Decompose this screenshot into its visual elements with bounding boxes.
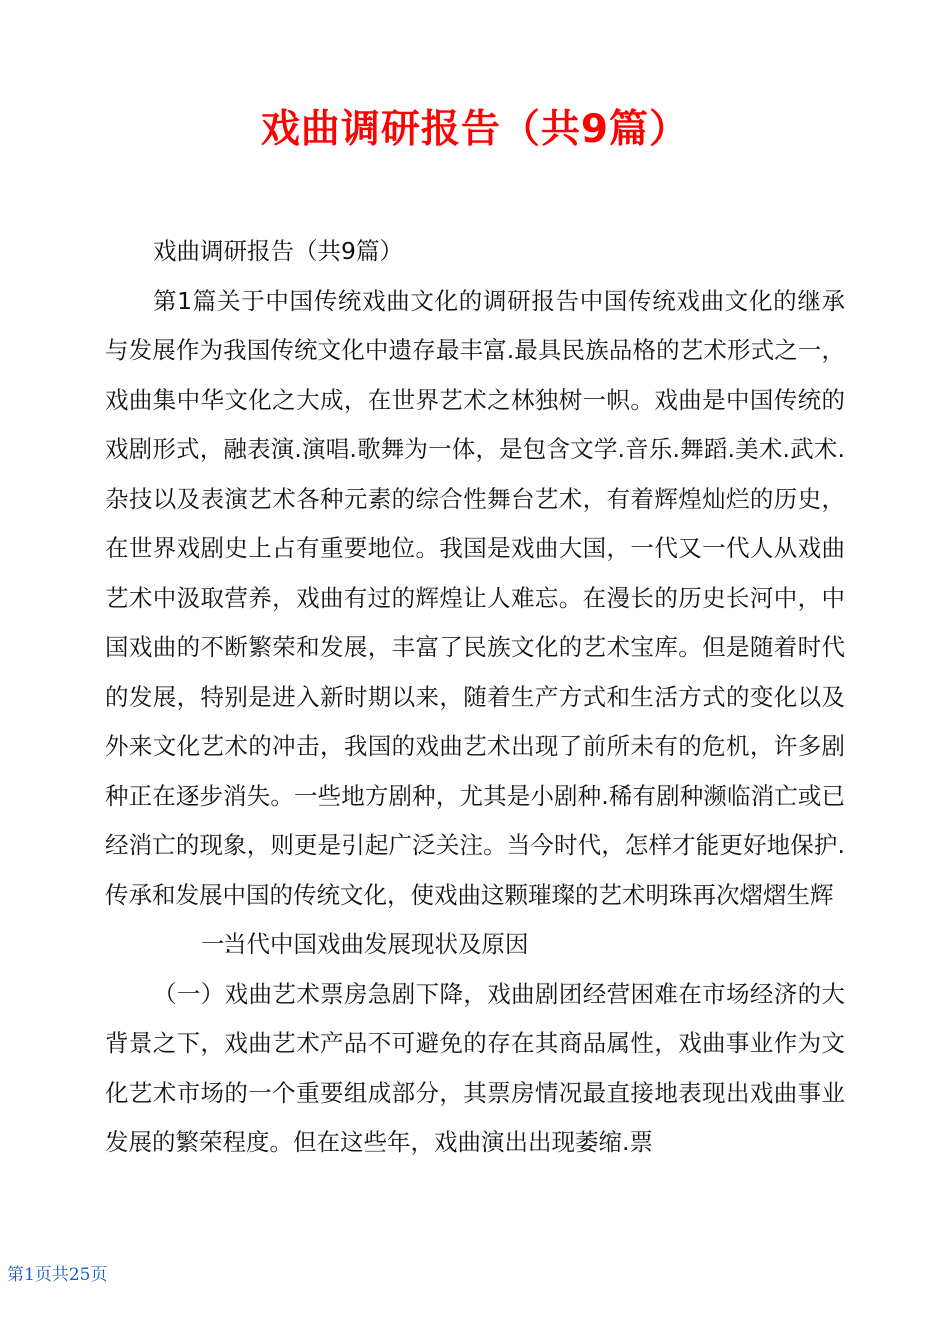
page-indicator: 第1页共25页 <box>7 1265 108 1285</box>
section-heading: 当代中国戏曲发展现状及原因 <box>223 930 529 958</box>
section-number: 一. <box>201 930 232 958</box>
page-title: 戏曲调研报告（共9篇） <box>260 107 690 152</box>
paragraph-1: 第1篇关于中国传统戏曲文化的调研报告中国传统戏曲文化的继承与发展作为我国传统文化中遗存最丰富.最具民族品格的艺术形式之一，戏曲集中华文化之大成，在世界艺术之林独树一帜。戏曲是中国传统的戏剧形式，融表演.演唱.歌舞为一体，是包含文学.音乐.舞蹈.美术.武术.杂技以及表演艺术各种元素的综合性舞台艺术，有着辉煌灿烂的历史，在世界戏剧史上占有重要地位。我国是戏曲大国，一代又一代人从戏曲艺术中汲取营养，戏曲有过的辉煌让人难忘。在漫长的历史长河中，中国戏曲的不断繁荣和发展，丰富了民族文化的艺术宝库。但是随着时代的发展，特别是进入新时期以来，随着生产方式和生活方式的变化以及外来文化艺术的冲击，我国的戏曲艺术出现了前所未有的危机，许多剧种正在逐步消失。一些地方剧种，尤其是小剧种.稀有剧种濒临消亡或已经消亡的现象，则更是引起广泛关注。当今时代，怎样才能更好地保护.传承和发展中国的传统文化，使戏曲这颗璀璨的艺术明珠再次熠熠生辉 <box>105 286 845 909</box>
document-body <box>105 227 845 1168</box>
section-heading-row <box>105 920 845 970</box>
subtitle-line: 戏曲调研报告（共9篇） <box>153 237 403 265</box>
paragraph-2: （一）戏曲艺术票房急剧下降，戏曲剧团经营困难在市场经济的大背景之下，戏曲艺术产品不可避免的存在其商品属性，戏曲事业作为文化艺术市场的一个重要组成部分，其票房情况最直接地表现出戏曲事业发展的繁荣程度。但在这些年，戏曲演出出现萎缩.票 <box>105 979 845 1156</box>
